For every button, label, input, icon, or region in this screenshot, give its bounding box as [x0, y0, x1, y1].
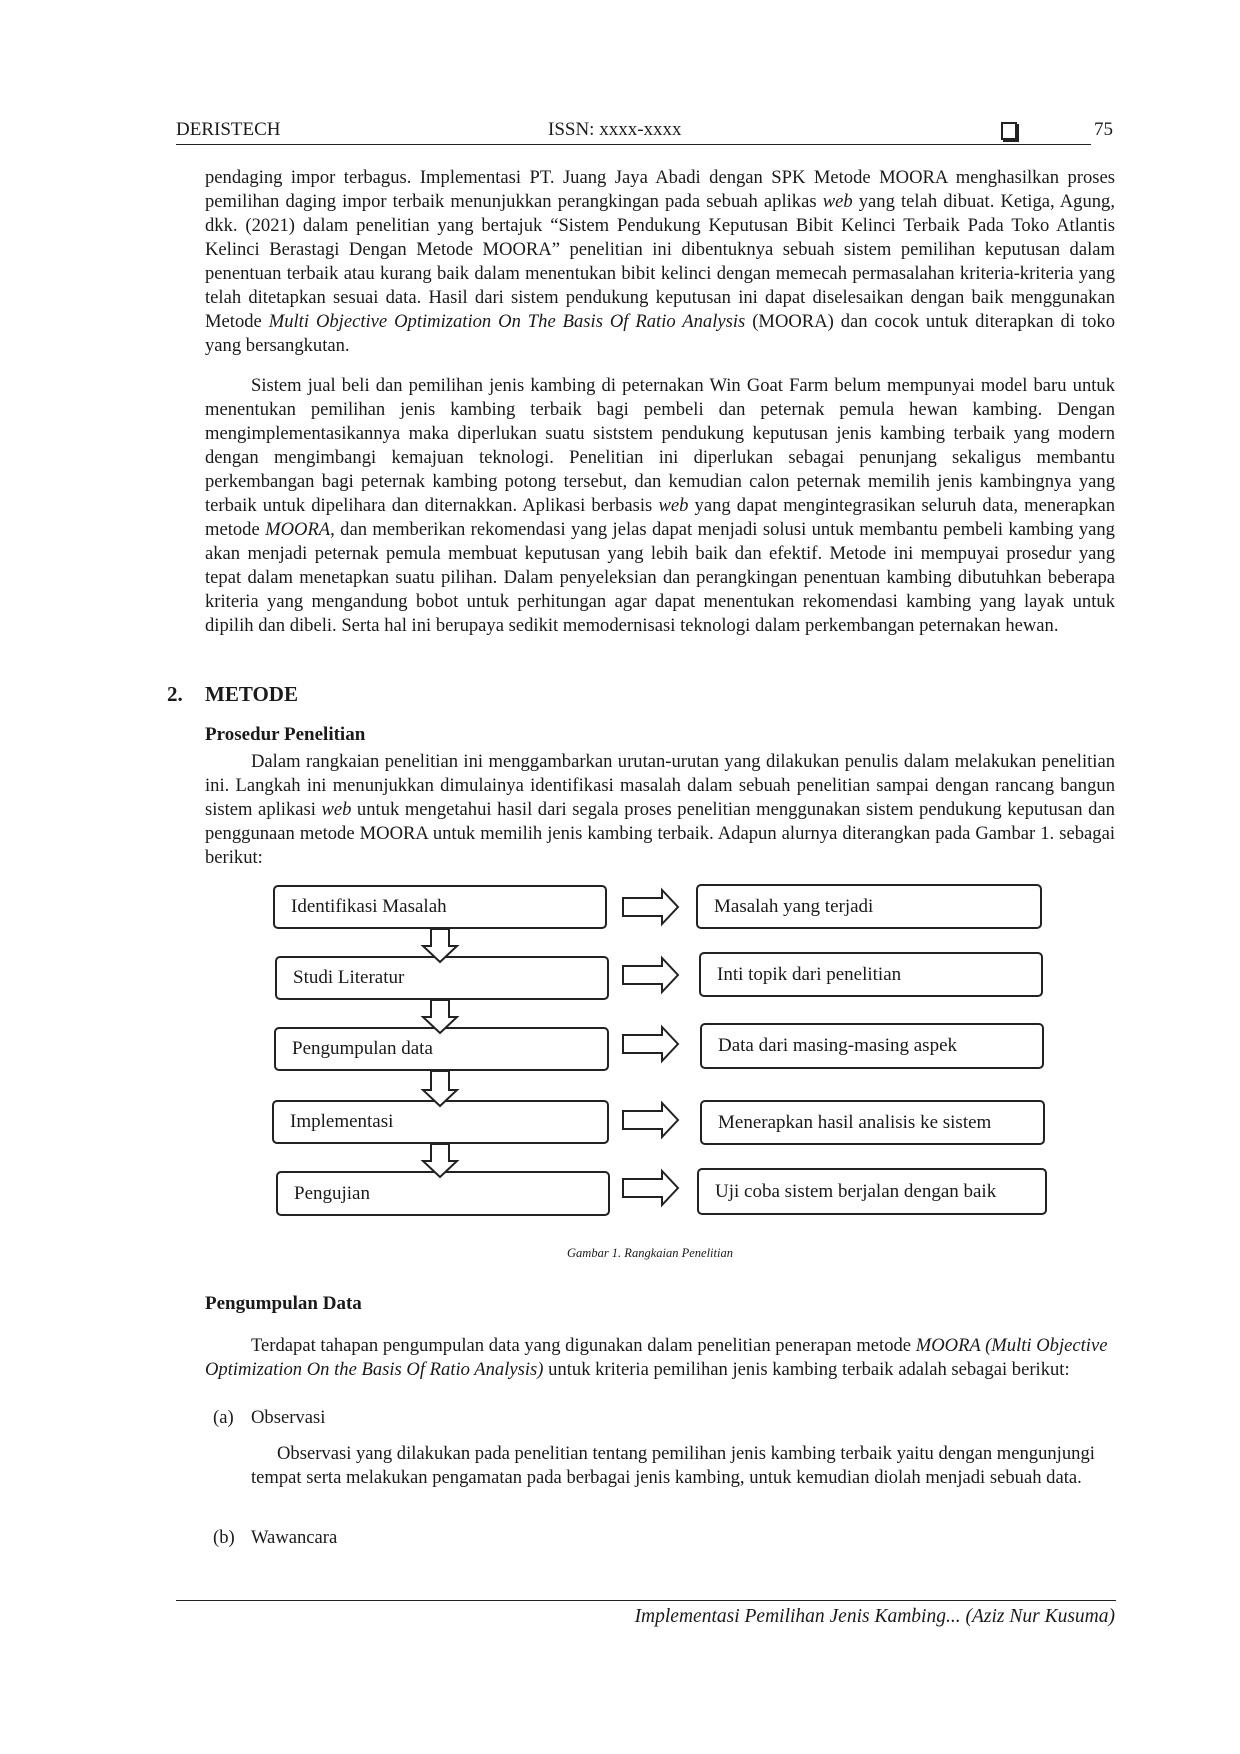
result-box-1: [696, 884, 1042, 929]
intro-paragraph-1: pendaging impor terbagus. Implementasi PT. Juang Jaya Abadi dengan SPK Metode MOORA menghasilkan proses pemilihan daging impor terbaik menunjukkan perangkingan pada sebuah aplikas web yang telah dibuat. Ketiga, Agung, dkk. (2021) dalam penelitian yang bertajuk “Sistem Pendukung Keputusan Bibit Kelinci Terbaik Pada Toko Atlantis Kelinci Berastagi Dengan Metode MOORA” penelitian ini dibentuknya sebuah sistem pemilihan keputusan dalam penentuan terbaik atau kurang baik dalam menentukan bibit kelinci dengan memecah permasalahan kriteria-kriteria yang telah ditetapkan sesuai data. Hasil dari sistem pendukung keputusan ini dapat diselesaikan dengan baik menggunakan Metode Multi Objective Optimization On The Basis Of Ratio Analysis (MOORA) dan cocok untuk diterapkan di toko yang bersangkutan.: [205, 167, 1115, 356]
observasi-paragraph: [251, 1442, 1113, 1490]
pengumpulan-paragraph: Terdapat tahapan pengumpulan data yang digunakan dalam penelitian penerapan metode MOORA (Multi Objective Optimization On the Basis Of Ratio Analysis) untuk kriteria pemilihan jenis kambing terbaik adalah sebagai berikut:: [205, 1335, 1108, 1380]
right-arrow-icon: [623, 1027, 678, 1061]
subsection-title-pengumpulan: Pengumpulan Data: [205, 1293, 362, 1314]
checkbox-icon: [1001, 122, 1017, 140]
journal-name: DERISTECH: [176, 119, 281, 140]
page-number: 75: [1094, 119, 1113, 140]
step-label: Studi Literatur: [293, 967, 405, 988]
result-box-4: [700, 1100, 1045, 1145]
result-box-5: [697, 1168, 1047, 1215]
step-box-pengujian: [276, 1171, 610, 1216]
right-arrow-icon: [623, 890, 678, 924]
right-arrow-icon: [623, 1171, 678, 1205]
step-box-identifikasi: [273, 885, 607, 929]
right-arrow-icon: [623, 958, 678, 992]
subsection-title-prosedur: Prosedur Penelitian: [205, 724, 366, 745]
result-label: Data dari masing-masing aspek: [718, 1035, 958, 1056]
result-label: Masalah yang terjadi: [714, 895, 874, 917]
figure-caption: Gambar 1. Rangkaian Penelitian: [567, 1246, 733, 1260]
step-label: Pengumpulan data: [292, 1038, 433, 1059]
list-label-wawancara: Wawancara: [251, 1527, 338, 1548]
observasi-text: Observasi yang dilakukan pada penelitian tentang pemilihan jenis kambing terbaik yaitu dengan mengunjungi tempat serta melakukan pengamatan pada berbagai jenis kambing, untuk kemudian diolah menjadi sebuah data.: [251, 1443, 1095, 1488]
list-label-observasi: Observasi: [251, 1407, 326, 1428]
issn: ISSN: xxxx-xxxx: [548, 119, 682, 140]
result-box-3: [700, 1023, 1044, 1069]
prosedur-paragraph: Dalam rangkaian penelitian ini menggambarkan urutan-urutan yang dilakukan penulis dalam melakukan penelitian ini. Langkah ini menunjukkan dimulainya identifikasi masalah dalam sebuah penelitian sampai dengan rancang bangun sistem aplikasi web untuk mengetahui hasil dari segala proses penelitian menggunakan sistem pendukung keputusan dan penggunaan metode MOORA untuk memilih jenis kambing terbaik. Adapun alurnya diterangkan pada Gambar 1. sebagai berikut:: [205, 751, 1115, 868]
list-marker-b: (b): [213, 1527, 235, 1548]
running-title: Implementasi Pemilihan Jenis Kambing... (Aziz Nur Kusuma): [634, 1606, 1115, 1627]
result-box-2: [699, 952, 1043, 997]
header-rule: [176, 144, 1091, 145]
intro-paragraph-2: Sistem jual beli dan pemilihan jenis kambing di peternakan Win Goat Farm belum mempunyai model baru untuk menentukan pemilihan jenis kambing terbaik bagi pembeli dan peternak pemula hewan kambing. Dengan mengimplementasikannya maka diperlukan suatu siststem pendukung keputusan jenis kambing terbaik yang modern dengan mengimbangi kemajuan teknologi. Penelitian ini diperlukan sebagai penunjang sekaligus membantu perkembangan bagi peternak kambing potong tersebut, dan kemudian calon peternak memilih jenis kambingnya yang terbaik untuk dipelihara dan diternakkan. Aplikasi berbasis web yang dapat mengintegrasikan seluruh data, menerapkan metode MOORA, dan memberikan rekomendasi yang jelas dapat menjadi solusi untuk membantu pembeli kambing yang akan menjadi peternak pemula membuat keputusan yang lebih baik dan efektif. Metode ini mempuyai prosedur yang tepat dalam menetapkan suatu pilihan. Dalam penyeleksian dan perangkingan penentuan kambing dibutuhkan beberapa kriteria yang mengandung bobot untuk perhitungan agar dapat menentukan rekomendasi kambing yang layak untuk dipilih dan dibeli. Serta hal ini berupaya sedikit memodernisasi teknologi dalam perkembangan peternakan hewan.: [205, 375, 1115, 636]
list-marker-a: (a): [213, 1407, 234, 1428]
section-number: 2.: [167, 682, 183, 706]
step-label: Identifikasi Masalah: [291, 896, 447, 917]
step-box-pengumpulan: [274, 1027, 609, 1071]
result-label: Menerapkan hasil analisis ke sistem: [718, 1111, 992, 1133]
step-label: Pengujian: [294, 1182, 370, 1204]
step-box-studi-literatur: [275, 956, 609, 1000]
step-box-implementasi: [272, 1100, 609, 1144]
step-label: Implementasi: [290, 1111, 394, 1132]
section-title: METODE: [205, 682, 298, 706]
result-label: Uji coba sistem berjalan dengan baik: [715, 1180, 997, 1202]
footer-rule: [176, 1600, 1116, 1601]
right-arrow-icon: [623, 1103, 678, 1137]
result-label: Inti topik dari penelitian: [717, 963, 902, 985]
